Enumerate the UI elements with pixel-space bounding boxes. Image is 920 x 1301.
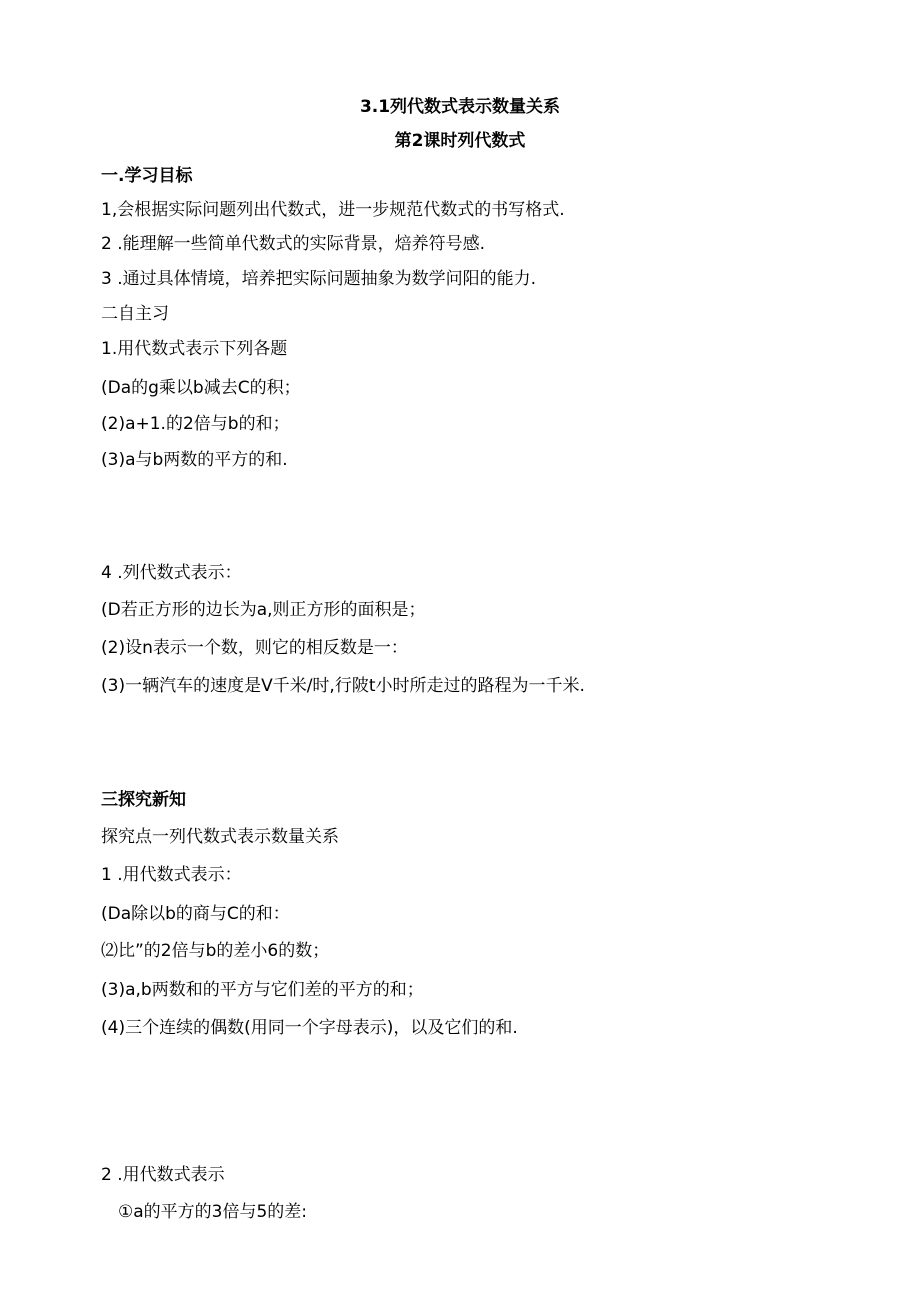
document-title: 3.1列代数式表示数量关系 xyxy=(359,97,561,117)
question-part: (3)一辆汽车的速度是V千米/时,行陂t小时所走过的路程为一千米. xyxy=(101,676,585,696)
question-part: (Da除以b的商与C的和： xyxy=(101,904,290,924)
question-label: 1 .用代数式表示： xyxy=(101,865,242,885)
section-heading-goals: 一.学习目标 xyxy=(101,166,193,186)
question-label: 1.用代数式表示下列各题 xyxy=(101,339,288,359)
section-heading-explore: 三探究新知 xyxy=(101,790,186,810)
document-subtitle: 第2课时列代数式 xyxy=(394,131,526,151)
question-part: (3)a与b两数的平方的和. xyxy=(101,450,288,470)
question-label: 2 .用代数式表示 xyxy=(101,1165,225,1185)
question-part: (3)a,b两数和的平方与它们差的平方的和； xyxy=(101,980,424,1000)
question-part: (D若正方形的边长为a,则正方形的面积是； xyxy=(101,600,426,620)
goal-item: 1,会根据实际问题列出代数式，进一步规范代数式的书写格式. xyxy=(101,200,565,220)
goal-item: 3 .通过具体情境，培养把实际问题抽象为数学问阳的能力. xyxy=(101,269,537,289)
question-part: (Da的g乘以b减去C的积； xyxy=(101,378,301,398)
question-part: ①a的平方的3倍与5的差: xyxy=(118,1202,308,1222)
question-part: ⑵比”的2倍与b的差小6的数； xyxy=(101,941,330,961)
question-part: (2)设n表示一个数，则它的相反数是一： xyxy=(101,638,408,658)
question-part: (4)三个连续的偶数(用同一个字母表示)，以及它们的和. xyxy=(101,1018,518,1038)
question-part: (2)a+1.的2倍与b的和； xyxy=(101,414,290,434)
section-heading-self-study: 二自主习 xyxy=(101,304,169,324)
explore-point: 探究点一列代数式表示数量关系 xyxy=(101,827,339,847)
goal-item: 2 .能理解一些简单代数式的实际背景，焙养符号感. xyxy=(101,234,486,254)
question-label: 4 .列代数式表示： xyxy=(101,563,242,583)
